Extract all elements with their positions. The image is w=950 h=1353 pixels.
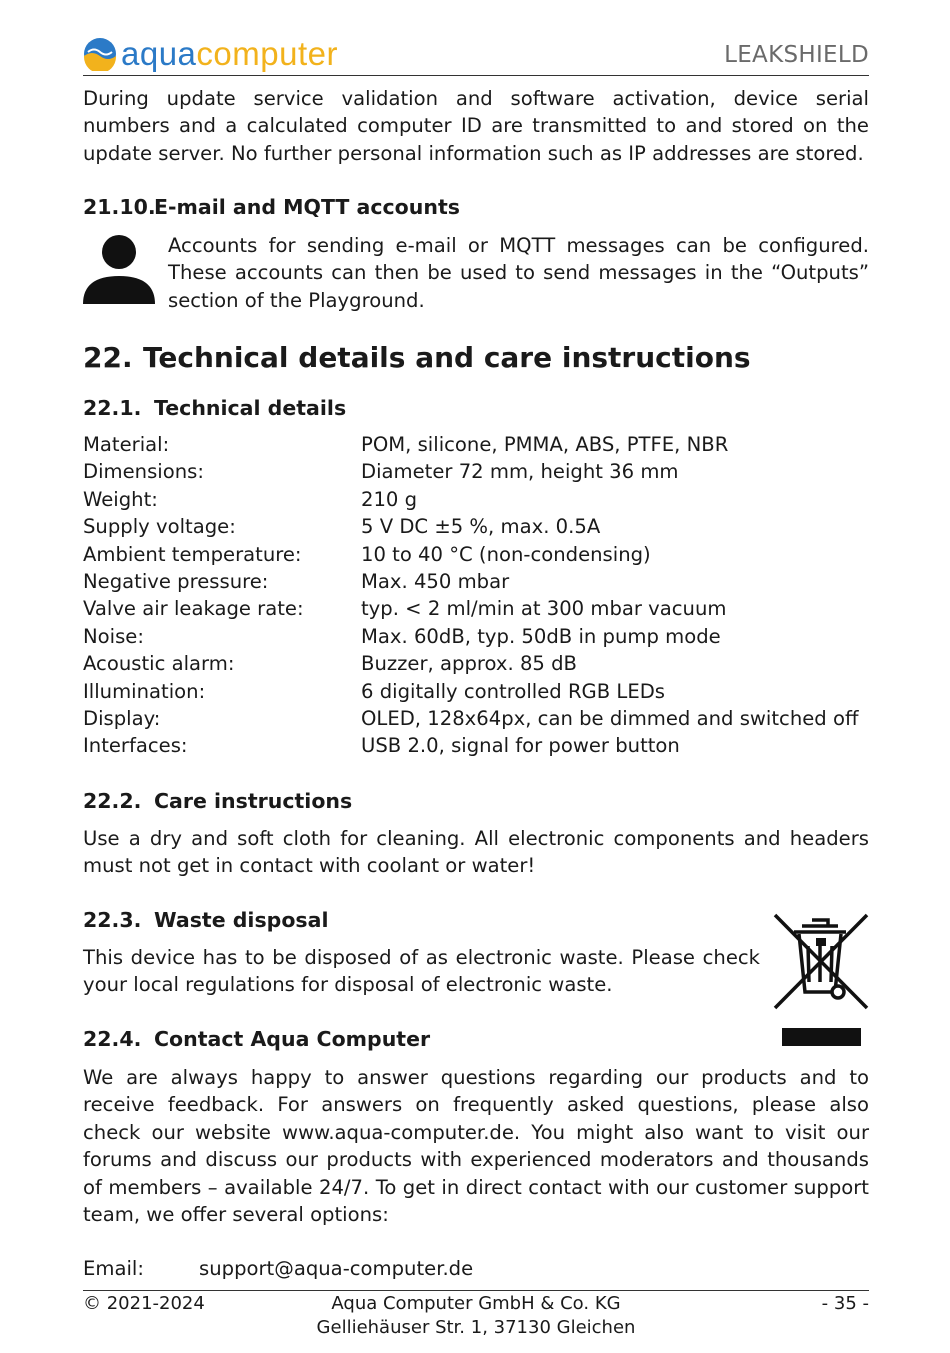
contact-text: We are always happy to answer questions regarding our products and to receive feedback. For answers on frequently asked questions, please also check our website www.aqua-computer.de. You might also want to visit our forums and discuss our products with experienced moderators and thousands of members – available 24/7. To get in direct contact with our customer support team, we offer several options: [83,1066,869,1227]
section-number: 22.1. [83,396,142,420]
spec-row [83,458,869,485]
intro-paragraph: During update service validation and software activation, device serial numbers and a calculated computer ID are transmitted to and stored on the update server. No further personal information such as IP addresses are stored. [83,87,869,165]
company-address: Gelliehäuser Str. 1, 37130 Gleichen [316,1317,636,1338]
spec-row [83,431,869,458]
header-rule [83,75,869,76]
section-number: 21.10. [83,195,156,219]
spec-label: Negative pressure: [83,569,269,593]
spec-label: Acoustic alarm: [83,652,235,676]
section-22-4-heading [83,1027,430,1051]
spec-row [83,513,869,540]
spec-value: 10 to 40 °C (non-condensing) [361,542,651,566]
spec-row [83,650,869,677]
company-info [83,1292,869,1340]
spec-label: Dimensions: [83,460,204,484]
section-number: 22.2. [83,789,142,813]
logo-wordmark [121,35,338,73]
spec-label: Interfaces: [83,734,188,758]
spec-label: Illumination: [83,679,206,703]
section-title: Technical details [154,396,347,420]
spec-label: Weight: [83,487,158,511]
section-number: 22.3. [83,908,142,932]
spec-value: typ. < 2 ml/min at 300 mbar vacuum [361,597,727,621]
section-22-3-heading [83,908,328,932]
email-label: Email: [83,1257,144,1280]
person-icon [83,234,155,306]
logo-aqua: aqua [121,35,197,72]
spec-label: Ambient temperature: [83,542,302,566]
spec-label: Material: [83,433,170,456]
section-title: Contact Aqua Computer [154,1027,431,1051]
spec-value: 6 digitally controlled RGB LEDs [361,679,665,703]
spec-row [83,732,869,759]
spec-label: Display: [83,706,161,730]
page-number: - 35 - [821,1293,869,1314]
spec-value: Diameter 72 mm, height 36 mm [361,460,679,484]
chapter-title: Technical details and care instructions [143,341,751,374]
logo-drop-icon [83,37,117,71]
spec-value: Max. 60dB, typ. 50dB in pump mode [361,624,721,648]
company-name: Aqua Computer GmbH & Co. KG [331,1293,621,1314]
waste-disposal-text: This device has to be disposed of as electronic waste. Please check your local regulations for disposal of electronic waste. [83,946,760,997]
product-name: LEAKSHIELD [724,42,869,68]
email-row [83,1255,473,1282]
section-22-2-heading [83,789,352,813]
copyright: © 2021-2024 [83,1293,205,1314]
spec-row [83,623,869,650]
spec-value: 210 g [361,487,418,511]
technical-details-table [83,431,869,760]
section-title: Waste disposal [154,908,329,932]
spec-row [83,678,869,705]
spec-row [83,705,869,732]
spec-value: Max. 450 mbar [361,569,510,593]
section-title: E-mail and MQTT accounts [154,195,460,219]
care-instructions-text: Use a dry and soft cloth for cleaning. All electronic components and headers must not get in contact with coolant or water! [83,827,869,878]
section-title: Care instructions [154,789,353,813]
section-number: 22.4. [83,1027,142,1051]
spec-row [83,595,869,622]
weee-crossed-bin-icon [772,912,870,1048]
chapter-number: 22. [83,341,133,374]
section-21-10-text: Accounts for sending e-mail or MQTT messages can be configured. These accounts can then be used to send messages in the “Outputs” section of the Playground. [168,234,869,312]
aquacomputer-logo [83,34,338,74]
spec-value: OLED, 128x64px, can be dimmed and switched off [361,706,859,730]
spec-row [83,486,869,513]
section-22-1-heading [83,396,346,420]
spec-value: Buzzer, approx. 85 dB [361,652,577,676]
spec-value: 5 V DC ±5 %, max. 0.5A [361,515,601,539]
chapter-22-heading [83,341,751,374]
spec-label: Supply voltage: [83,515,236,539]
spec-value: USB 2.0, signal for power button [361,734,680,758]
spec-label: Noise: [83,624,144,648]
section-21-10-heading [83,195,460,219]
footer-rule [83,1290,869,1291]
email-link[interactable]: support@aqua-computer.de [199,1257,474,1280]
page-header [83,30,869,76]
spec-value: POM, silicone, PMMA, ABS, PTFE, NBR [361,433,729,456]
spec-row [83,568,869,595]
spec-row [83,541,869,568]
logo-computer: computer [196,35,338,72]
spec-label: Valve air leakage rate: [83,597,304,621]
